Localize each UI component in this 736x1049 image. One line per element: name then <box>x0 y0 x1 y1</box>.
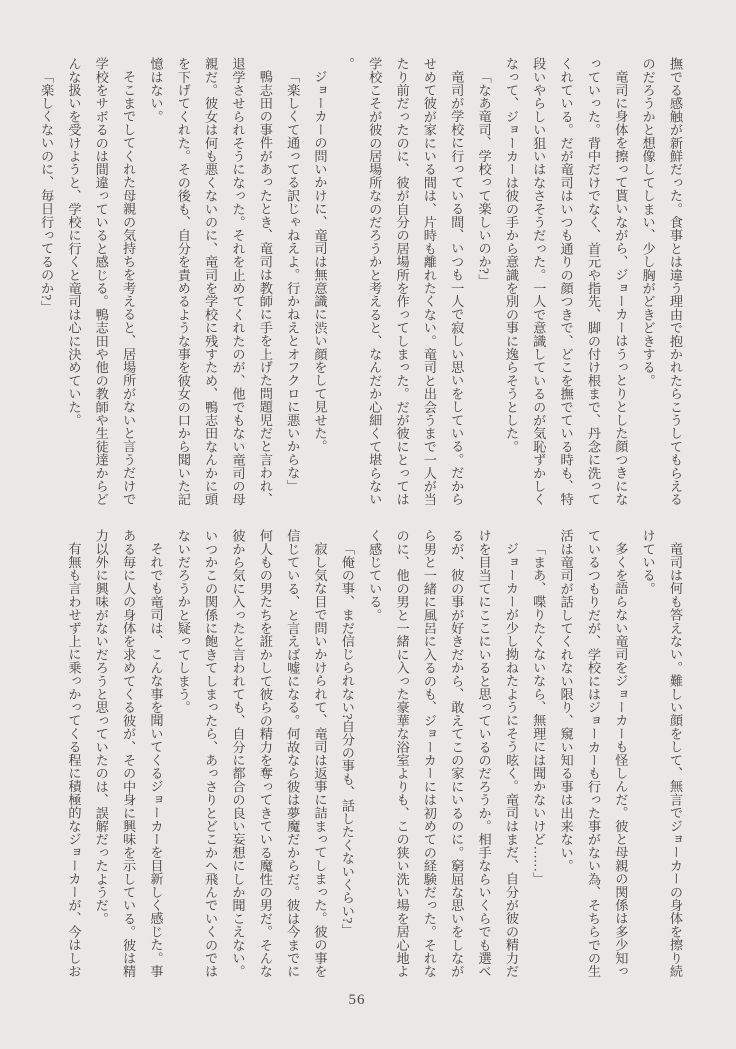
paragraph: 寂し気な目で問いかけられて、竜司は返事に詰まってしまった。彼の事を信じている、と言えば嘘になる。何故なら彼は夢魔だからだ。彼は今までに何人もの男たちを誑かして彼らの精力を奪ってきている魔性の男だ。そんな彼から気に入ったと言われても、自分に都合の良い妄想にしか聞こえない。いつかこの関係に飽きてしまったら、あっさりとどこかへ飛んでいくのではないだろうかと疑ってしまう。 <box>175 529 328 978</box>
paragraph: 竜司に身体を擦って貰いながら、ジョーカーはうっとりとした顔つきになっていった。背中だけでなく、首元や指先、脚の付け根まで、丹念に洗ってくれている。だが竜司はいつも通りの顔つきで、どこを撫でている時も、特段いやらしい狙いはなさそうだった。一人で意識しているのが気恥ずかしくなって、ジョーカーは彼の手から意識を別の事に逸らそうとした。 <box>503 57 629 506</box>
paragraph: 鴨志田の事件があったとき、竜司は教師に手を上げた問題児だと言われ、退学させられそうになった。それを止めてくれたのが、他でもない竜司の母親だ。彼女は何も悪くないのに、竜司を学校に残すため、鴨志田なんかに頭を下げてくれた。その後も、自分を責めるような事を彼女の口から聞いた記憶はない。 <box>148 57 273 506</box>
paragraph: ジョーカーが少し拗ねたようにそう呟く。竜司はまだ、自分が彼の精力だけを目当てにここにいると思っているのだろうか。相手ならいくらでも選べるが、彼の事が好きだから、敢えてこの家にいるのに。窮屈な思いをしながら男と一緒に風呂に入るのも、ジョーカーには初めての経験だった。それなのに、他の男と一緒に入った豪華な浴室よりも、この狭い洗い場を居心地よく感じている。 <box>367 529 519 978</box>
paragraph: それでも竜司は、こんな事を聞いてくるジョーカーを目新しく感じた。事ある毎に人の身体を求めてくる彼が、その中身に興味を示している。彼は精力以外に興味がないだろうと思っていたのは、誤解だったようだ。 <box>93 529 164 978</box>
paragraph: 竜司は何も答えない。難しい顔をして、無言でジョーカーの身体を擦り続けている。 <box>640 529 683 978</box>
paragraph: 竜司が学校に行っている間、いつも一人で寂しい思いをしている。だからせめて彼が家にいる間は、片時も離れたくない。竜司と出会うまで一人が当たり前だったのに、彼が自分の居場所を作ってしまった。だが彼にとっては学校こそが彼の居場所なのだろうかと考えると、なんだか心細くて堪らない。 <box>339 57 465 506</box>
paragraph: 「楽しくて通ってる訳じゃねえよ。行かねえとオフクロに悪いからな」 <box>285 70 301 493</box>
paragraph: 「楽しくないのに、毎日行ってるのか?」 <box>39 70 55 314</box>
page-number: 56 <box>348 992 366 1008</box>
text-block-top <box>33 57 689 509</box>
paragraph: 「俺の事、まだ信じられない?自分の事も、話したくないくらい?」 <box>339 542 355 937</box>
paragraph: 撫でる感触が新鮮だった。食事とは違う理由で抱かれたらこうしてもらえるのだろうかと想像してしまい、少し胸がどきどきする。 <box>640 57 683 506</box>
paragraph: 「なあ竜司、学校って楽しいのか?」 <box>476 70 492 288</box>
text-block-bottom <box>60 529 689 981</box>
paragraph: ジョーカーの問いかけに、竜司は無意識に渋い顔をして見せた。 <box>312 70 328 453</box>
paragraph: 多くを語らない竜司をジョーカーも怪しんだ。彼と母親の関係は多少知っているつもりだが、学校にはジョーカーも行った事がない為、そちらでの生活は竜司が話してくれない限り、窺い知る事は出来ない。 <box>558 529 629 978</box>
paragraph: そこまでしてくれた母親の気持ちを考えると、居場所がないと言うだけで学校をサボるのは間違っていると感じる。鴨志田や他の教師や生徒達からどんな扱いを受けようと、学校に行くと竜司は心に決めていた。 <box>66 57 137 506</box>
paragraph: 有無も言わせず上に乗っかってくる程に積極的なジョーカーが、今はしお <box>66 542 82 978</box>
paragraph: 「まあ、喋りたくないなら、無理には聞かないけど……」 <box>531 542 547 886</box>
